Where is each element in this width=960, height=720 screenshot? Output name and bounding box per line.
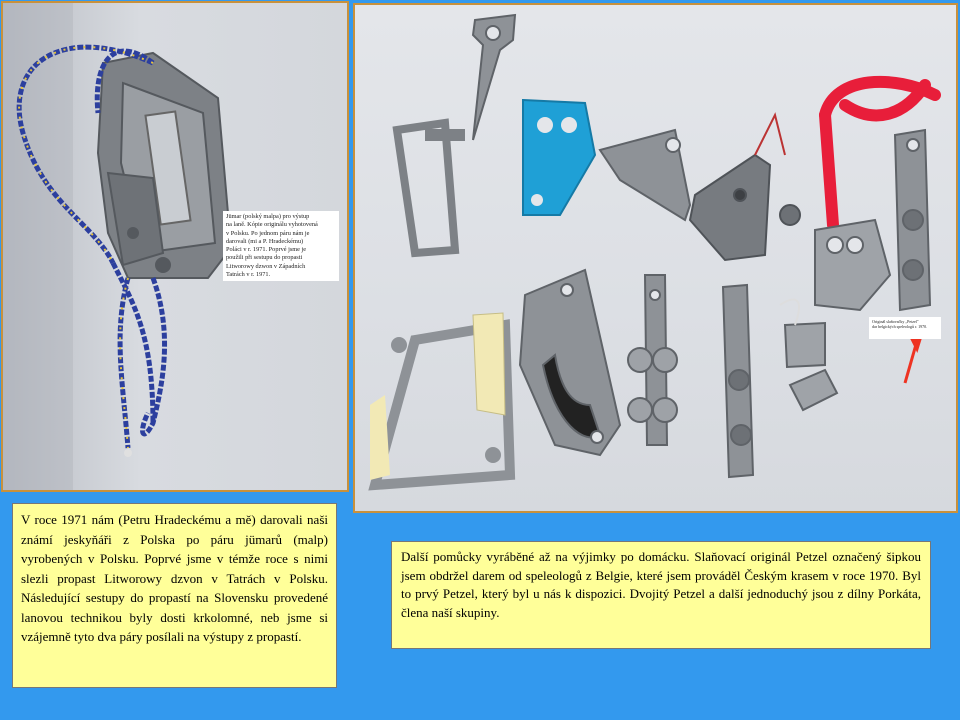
- pointer-arrow-icon: [905, 336, 921, 383]
- plate-descender: [600, 130, 690, 220]
- exhibit-label: [223, 211, 339, 281]
- single-bobbin-descender: [723, 285, 753, 477]
- exhibit-label-line: Litworowy dzwon v Západních: [226, 262, 306, 270]
- exhibit-label-line: Tatrách v r. 1971.: [226, 271, 271, 279]
- jumar-device: [98, 53, 231, 278]
- descender-collection-illustration: [355, 5, 956, 511]
- exhibit-label-line: Jümar (polský malpa) pro výstup: [226, 213, 310, 220]
- black-grip-ascender: [520, 270, 620, 455]
- blue-descender: [523, 100, 595, 215]
- rack-descender: [397, 123, 465, 253]
- petzel-label-line: dar belgických speleologů r. 1970.: [872, 324, 928, 329]
- descender-top-right: [895, 130, 930, 310]
- exhibit-label-line: na laně. Kópie originálu vyhotovená: [226, 221, 318, 229]
- petzl-original: [815, 220, 890, 310]
- small-plates: [780, 300, 837, 410]
- description-descenders-text: Další pomůcky vyráběné až na výjimky po domácku. Slaňovací originál Petzel označený šipkou jsem obdržel darem od speleologů z Belgie, které jsem prováděl Českým krasem v roce 1970. Byl to prvý Petzel, který byl u nás k dispozici. Dvojitý Petzel a další jednoduchý jsou z dílny Porkáta, člena naší skupiny.: [401, 549, 921, 620]
- ice-hook: [473, 15, 515, 140]
- petzel-label: [869, 317, 941, 339]
- description-jumar: [12, 503, 337, 688]
- photo-jumar: [1, 1, 349, 492]
- description-descenders: [391, 541, 931, 649]
- description-jumar-text: V roce 1971 nám (Petru Hradeckému a mě) darovali naši známí jeskyňáři z Polska po páru jümarů (malp) vyrobených v Polsku. Poprvé jsme v témže roce s nimi slezli propast Litworowy dzvon v Tatrách v Polsku. Následující sestupy do propastí na Slovensku provedené lanovou technikou byly dosti krkolomné, neb jsme si vzájemně tyto dva páry posílali na výstupy z propastí.: [21, 512, 328, 644]
- double-bobbin-descender: [628, 275, 677, 445]
- exhibit-label-line: v Polsku. Po jednom páru nám je: [226, 229, 310, 237]
- exhibit-label-line: použili při sestupu do propasti: [226, 254, 303, 262]
- petzl-descender-dark: [690, 115, 800, 260]
- exhibit-label-line: Poláci v r. 1971. Poprvé jsme je: [226, 246, 307, 254]
- exhibit-label-line: darovali (mi a P. Hradeckému): [226, 237, 304, 245]
- petzel-label-line: Originál slaňovačky „Petzel": [872, 319, 919, 324]
- photo-descenders: [353, 3, 958, 513]
